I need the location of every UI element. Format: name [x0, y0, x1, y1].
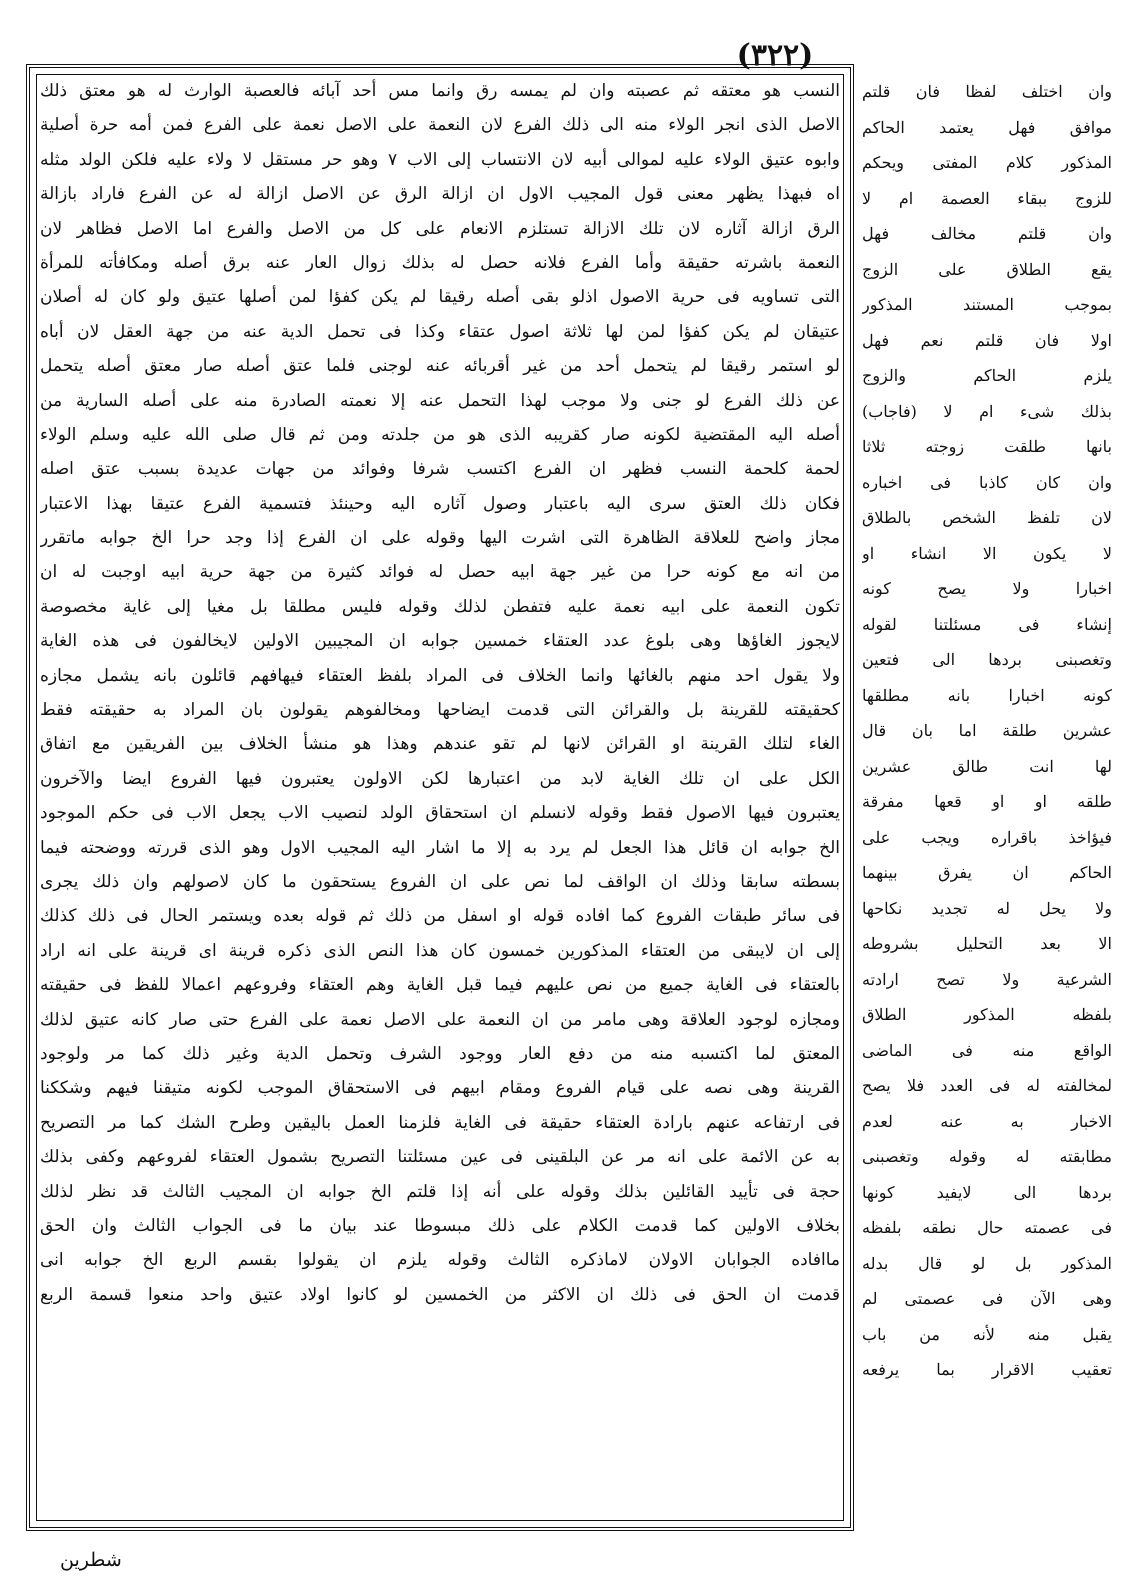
- text-line: مجاز واضح للعلاقة الظاهرة التى اشرت اليها وقوله على ان الفرع إذا وجد حرا الخ جوابه ماتقرر: [40, 528, 840, 549]
- text-line: بذلك شىء ام لا (فاجاب): [862, 401, 1112, 421]
- text-line: قدمت ان الحق فى ذلك ان الاكثر من الخمسين لو كانوا اولاد عتيق واحد منعوا قسمة الربع: [40, 1284, 840, 1305]
- text-line: لا يكون الا انشاء او: [862, 543, 1112, 563]
- text-line: المذكور بل لو قال بدله: [862, 1253, 1112, 1273]
- text-line: ولا يحل له تجديد نكاحها: [862, 898, 1112, 918]
- text-line: التى تساويه فى حرية الاصول اذلو بقى أصله رقيقا لم يكن كفؤا لمن أصلها عتيق ولو كان له أصلان: [40, 287, 840, 308]
- text-line: الاخبار به عنه لعدم: [862, 1111, 1112, 1131]
- main-text-block: [40, 74, 840, 1522]
- text-line: لو استمر رقيقا لم يتحمل أحد من غير أقربائه عنه لوجنى فلما عتق أصله صار معتق أصله يتحمل: [40, 356, 840, 377]
- text-line: موافق فهل يعتمد الحاكم: [862, 117, 1112, 137]
- text-line: حجة فى تأييد القائلين بذلك وقوله على أنه إذا قلتم الخ جوابه ان المجيب الثالث قد نظر لذلك: [40, 1181, 840, 1202]
- page-number: (٣٢٢): [736, 38, 814, 73]
- text-line: الاصل الذى انجر الولاء منه الى ذلك الفرع لان النعمة على الاصل نعمة على الفرع فمن أمه حرة أصلية: [40, 115, 840, 136]
- text-line: اخبارا ولا يصح كونه: [862, 579, 1112, 598]
- text-line: بالعتقاء فى الغاية جميع من نص عليهم فيما قبل الغاية وهم العتقاء وفروعهم اعمالا للفظ فى حقيقته: [40, 975, 840, 996]
- text-line: كحقيقته للقرينة بل والقرائن التى قدمت ايضاحها ومخالفوهم يقولون بان المراد به حقيقته فقط: [40, 700, 840, 721]
- text-line: اولا فان قلتم نعم فهل: [862, 330, 1112, 350]
- text-line: بموجب المستند المذكور: [862, 295, 1112, 314]
- text-line: به عن الائمة على انه مر عن البلقينى فى عين مسئلتنا التصريح بشمول العتقاء لفروعهم وكفى بذلك: [40, 1147, 840, 1168]
- text-line: الحاكم ان يفرق بينهما: [862, 863, 1112, 882]
- text-line: كونه اخبارا بانه مطلقها: [862, 685, 1112, 705]
- text-line: لحمة كلحمة النسب فظهر ان الفرع اكتسب شرفا وفوائد من جهات عديدة بسبب عتق اصله: [40, 459, 840, 480]
- text-line: تكون النعمة على ابيه نعمة عليه فتفطن لذلك وقوله فليس مطلقا بل مغيا إلى غاية مخصوصة: [40, 596, 840, 617]
- text-line: تعقيب الاقرار بما يرفعه: [862, 1360, 1112, 1379]
- text-line: فى ارتفاعه عنهم بارادة العتقاء حقيقة فى الغاية فلزمنا العمل باليقين وطرح الشك كما مر التصريح: [40, 1112, 840, 1133]
- text-line: فى عصمته حال نطقه بلفظه: [862, 1218, 1112, 1237]
- text-line: وان كان كاذبا فى اخباره: [862, 472, 1112, 492]
- text-line: إنشاء فى مسئلتنا لقوله: [862, 614, 1112, 634]
- text-line: يقبل منه لأنه من باب: [862, 1324, 1112, 1344]
- text-line: مطابقته له وقوله وتغصبنى: [862, 1147, 1112, 1166]
- text-line: اه فبهذا يظهر معنى قول المجيب الاول ان ازالة الرق عن الاصل ازالة له عن الفرع فاراد بازالة: [40, 184, 840, 205]
- text-line: وان اختلف لفظا فان قلتم: [862, 82, 1112, 101]
- text-line: أصله اليه المقتضية لكونه صار كقريبه الذى هو من جلدته ومن ثم قال صلى الله عليه وسلم الولاء: [40, 424, 840, 445]
- text-line: عشرين طلقة اما بان قال: [862, 721, 1112, 740]
- text-line: فيؤاخذ باقراره ويجب على: [862, 827, 1112, 847]
- text-line: عن ذلك الفرع لو جنى ولا موجب لهذا التحمل عنه إلا نعمته الصادرة منه على أصله السارية من: [40, 390, 840, 411]
- text-line: وابوه عتيق الولاء عليه لموالى أبيه لان الانتساب إلى الاب ٧ وهو حر مستقل لا ولاء عليه فلكن الولد مثله: [40, 149, 840, 170]
- text-line: من انه مع كونه حرا من غير جهة ابيه حصل له فوائد كثيرة من جهة حرية ابيه اوجبت له ان: [40, 562, 840, 583]
- text-line: عتيقان لم يكن كفؤا لمن لها ثلاثة اصول عتقاء وكذا فى تحمل الدية عنه من جهة العقل لان أباه: [40, 321, 840, 342]
- text-line: ماافاده الجوابان الاولان لاماذكره الثالث وقوله يلزم ان يقولوا بقسم الربع الخ جوابه انى: [40, 1250, 840, 1271]
- text-line: بانها طلقت زوجته ثلاثا: [862, 437, 1112, 456]
- text-line: الواقع منه فى الماضى: [862, 1040, 1112, 1060]
- text-line: وهى الآن فى عصمتى لم: [862, 1289, 1112, 1308]
- text-line: الخ جوابه ان قائل هذا الجعل لم يرد به إلا ما اشار اليه المجيب الاول وهو الذى قررته ووضحته فيما: [40, 837, 840, 858]
- text-line: ومجازه لوجود العلاقة وهى مامر من ان النعمة على الاصل نعمة على الفرع حتى صار كانه عتيق لذلك: [40, 1009, 840, 1030]
- text-line: فكان ذلك العتق سرى اليه باعتبار وصول آثاره اليه وحينئذ فتسمية الفرع عتيقا بهذا الاعتبار: [40, 493, 840, 514]
- text-line: القرينة وهى نصه على قيام الفروع ومقام ابيهم فى الاستحقاق الموجب لكونه متيقنا فيهم وشككنا: [40, 1078, 840, 1099]
- text-line: بلفظه المذكور الطلاق: [862, 1005, 1112, 1024]
- text-line: لايجوز الغاؤها وهى بلوغ عدد العتقاء خمسين جوابه ان المجيبين الاولين لايخالفون فى هذه الغاية: [40, 631, 840, 652]
- text-line: المعتق لما اكتسبه منه من دفع العار ووجود الشرف وتحمل الدية وغير ذلك كما مر ولوجود: [40, 1043, 840, 1064]
- text-line: يلزم الحاكم والزوج: [862, 366, 1112, 385]
- text-line: طلقه او او قعها مفرقة: [862, 792, 1112, 811]
- text-line: بخلاف الاولين كما قدمت الكلام على ذلك مبسوطا عند بيان ما فى الجواب الثالث وان الحق: [40, 1215, 840, 1236]
- text-line: فى سائر طبقات الفروع كما افاده قوله او اسفل من ذلك ثم قوله بعده ويستمر الحال فى ذلك كذلك: [40, 906, 840, 927]
- text-line: لمخالفته له فى العدد فلا يصح: [862, 1076, 1112, 1095]
- text-line: يقع الطلاق على الزوج: [862, 259, 1112, 279]
- text-line: الكل على ان تلك الغاية لابد من اعتبارها لكن الاولون يعتبرون فيها الفروع ايضا والآخرون: [40, 768, 840, 789]
- catchword: شطرين: [60, 1549, 122, 1571]
- text-line: للزوج ببقاء العصمة ام لا: [862, 188, 1112, 208]
- text-line: لان تلفظ الشخص بالطلاق: [862, 508, 1112, 527]
- text-line: بردها الى لايفيد كونها: [862, 1182, 1112, 1202]
- text-line: الا بعد التحليل بشروطه: [862, 934, 1112, 953]
- text-line: المذكور كلام المفتى ويحكم: [862, 153, 1112, 172]
- text-line: النسب هو معتقه ثم عصبته وان لم يمسه رق وانما مس أحد آبائه فالعصبة الوارث له هو معتق ذلك: [40, 81, 840, 101]
- margin-commentary: [862, 74, 1112, 1464]
- text-line: الرق ازالة آثاره لان تلك الازالة تستلزم الانعام على كل من الاصل والفرع اما الاصل فظاهر لان: [40, 218, 840, 239]
- text-line: يعتبرون فيها الاصول فقط وقوله لانسلم ان استحقاق الولد لنصيب الاب يجعل الاب فى حكم الموجود: [40, 803, 840, 824]
- text-line: لها انت طالق عشرين: [862, 756, 1112, 776]
- text-line: وتغصبنى بردها الى فتعين: [862, 650, 1112, 669]
- text-line: بسطته سابقا وذلك ان الواقف لما نص على ان الفروع يستحقون ما كان لاصولهم وان ذلك يجرى: [40, 871, 840, 892]
- text-line: ولا يقول احد منهم بالغائها وانما الخلاف فى المراد بلفظ العتقاء فيهافهم قائلون بانه يشمل مجازه: [40, 665, 840, 686]
- text-line: وان قلتم مخالف فهل: [862, 224, 1112, 243]
- text-line: الغاء لتلك القرينة او القرائن لانها لم تقو عندهم وهذا هو منشأ الخلاف بين الفريقين مع اتفاق: [40, 734, 840, 755]
- text-line: النعمة باشرته حقيقة وأما الفرع فلانه حصل له بذلك زوال العار عنه برق أصله ومكافأته للمرأة: [40, 252, 840, 273]
- text-line: الشرعية ولا تصح ارادته: [862, 969, 1112, 989]
- text-line: إلى ان لايبقى من العتقاء المذكورين خمسون كان هذا النص الذى ذكره قرينة اى قرينة على انه اراد: [40, 940, 840, 961]
